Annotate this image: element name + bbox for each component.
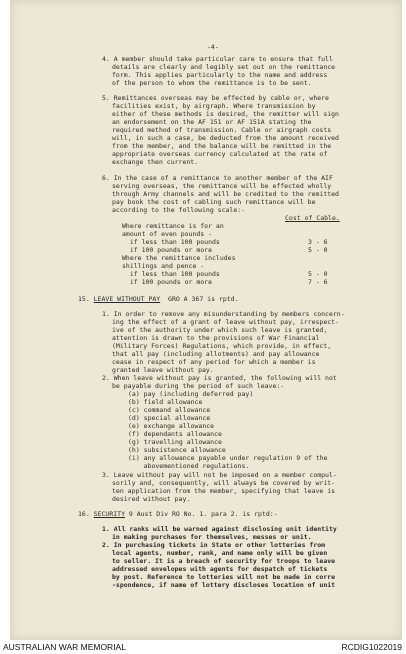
para6-line: 6. In the case of a remittance to another member of the AIF xyxy=(102,174,333,182)
sec16-line: in making purchases for themselves, messes or unit. xyxy=(112,533,312,541)
para6-line: serving overseas, the remittance will be effected wholly xyxy=(112,182,332,190)
para4-line: form. This applies particularly to the name and address xyxy=(112,71,328,79)
cable-table-row-text: shillings and pence - xyxy=(122,262,205,270)
sec15-para1-line: 1. In order to remove any misunderstanding by members concern- xyxy=(102,310,345,318)
para5-line: will, in such a case, be deducted from the amount received xyxy=(112,134,339,142)
cable-table-row-text: if less than 100 pounds xyxy=(122,270,220,278)
sec15-para2-line: be payable during the period of such leave:- xyxy=(112,382,285,390)
section-15-heading xyxy=(78,296,238,304)
sec16-line: to seller. It is a breach of security for troops to leave xyxy=(112,557,336,565)
allowance-item: abovementioned regulations. xyxy=(128,462,250,470)
cable-table-row-cost: 7 - 6 xyxy=(308,278,328,286)
sec15-para3-line: sorily and, consequently, will always be covered by writ- xyxy=(112,479,336,487)
sec16-line: by post. Reference to lotteries will not be made in corre xyxy=(112,573,336,581)
para5-line: facilities exist, by airgraph. Where transmission by xyxy=(112,102,316,110)
sec15-para1-line: granted leave without pay. xyxy=(112,366,214,374)
para4-line: of the person to whom the remittance is to be sent. xyxy=(112,79,312,87)
cable-table-row-text: Where remittance is for an xyxy=(122,222,224,230)
para6-line: through Army channels and will be credited to the remitted xyxy=(112,190,339,198)
section-15-title: LEAVE WITHOUT PAY xyxy=(93,295,161,303)
para4-line: 4. A member should take particular care to ensure that full xyxy=(102,55,333,63)
cable-table-header: Cost of Cable. xyxy=(285,214,340,222)
document-page xyxy=(10,0,402,640)
section-16-heading xyxy=(78,511,278,519)
allowance-item: (h) subsistence allowance xyxy=(128,446,226,454)
allowance-item: (a) pay (including deferred pay) xyxy=(128,390,254,398)
allowance-item: (i) any allowance payable under regulation 9 of the xyxy=(128,454,328,462)
archive-name: AUSTRALIAN WAR MEMORIAL xyxy=(3,642,126,652)
para6-line: pay book the cost of cabling such remittance will be xyxy=(112,198,316,206)
para4-line: details are clearly and legibly set out on the remittance xyxy=(112,63,336,71)
allowance-item: (g) travelling allowance xyxy=(128,438,222,446)
para5-line: from the member, and the balance will be remitted in the xyxy=(112,142,332,150)
allowance-item: (d) special allowance xyxy=(128,414,211,422)
sec16-line: addressed envelopes with agents for despatch of tickets xyxy=(112,565,328,573)
record-id: RCDIG1022019 xyxy=(341,642,402,652)
archive-caption-bar xyxy=(0,640,406,654)
sec16-line: -spondence, if name of lottery discloses location of unit xyxy=(112,581,336,589)
section-16-reference: 9 Aust Div RO No. 1. para 2. is rptd:- xyxy=(124,510,278,518)
sec15-para3-line: 3. Leave without pay will not be imposed on a member compul- xyxy=(102,471,337,479)
section-16-title: SECURITY xyxy=(93,510,125,518)
para5-line: required method of transmission. Cable or airgraph costs xyxy=(112,126,332,134)
cable-table-row-text: if less than 100 pounds xyxy=(122,238,220,246)
section-15-reference: GRO A 367 is rptd. xyxy=(160,295,239,303)
sec15-para1-line: attention is drawn to the provisions of War Financial xyxy=(112,334,320,342)
sec15-para1-line: cease in respect of any period for which a member is xyxy=(112,358,316,366)
allowance-item: (e) exchange allowance xyxy=(128,422,215,430)
sec15-para3-line: desired without pay. xyxy=(112,495,191,503)
cable-table-row-cost: 3 - 6 xyxy=(308,238,328,246)
sec15-para1-line: ive of the authority under which such leave is granted, xyxy=(112,326,328,334)
sec16-line: 2. In purchasing tickets in State or other lotteries from xyxy=(102,541,326,549)
sec16-line: local agents, number, rank, and name only will be given xyxy=(112,549,328,557)
para6-line: according to the following scale:- xyxy=(112,206,246,214)
sec15-para2-line: 2. When leave without pay is granted, the following will not xyxy=(102,374,337,382)
allowance-item: (b) field allowance xyxy=(128,398,203,406)
para5-line: either of these methods is desired, the remitter will sign xyxy=(112,110,339,118)
cable-table-row-cost: 5 - 0 xyxy=(308,270,328,278)
para5-line: exchange then current. xyxy=(112,158,199,166)
sec15-para1-line: that all pay (including allotments) and pay allowance xyxy=(112,350,320,358)
para5-line: 5. Remittances overseas may be effected by cable or, where xyxy=(102,94,329,102)
cable-table-row-text: if 100 pounds or more xyxy=(122,278,213,286)
section-16-number: 16. xyxy=(78,510,90,518)
cable-table-row-text: if 100 pounds or more xyxy=(122,246,213,254)
para5-line: appropriate overseas currency calculated at the rate of xyxy=(112,150,328,158)
page-number: -4- xyxy=(207,43,219,51)
sec15-para1-line: ing the effect of a grant of leave without pay, irrespect- xyxy=(112,318,339,326)
sec15-para3-line: ten application from the member, specifying that leave is xyxy=(112,487,336,495)
allowance-item: (c) command allowance xyxy=(128,406,211,414)
sec15-para1-line: (Military Forces) Regulations, which provide, in effect, xyxy=(112,342,332,350)
cable-table-row-text: Where the remittance includes xyxy=(122,254,236,262)
allowance-item: (f) dependants allowance xyxy=(128,430,222,438)
cable-table-row-text: amount of even pounds - xyxy=(122,230,213,238)
para5-line: an endorsement on the AF 151 or AF 151A stating the xyxy=(112,118,312,126)
cable-table-row-cost: 5 - 0 xyxy=(308,246,328,254)
sec16-line: 1. All ranks will be warned against disclosing unit identity xyxy=(102,525,337,533)
section-15-number: 15. xyxy=(78,295,90,303)
